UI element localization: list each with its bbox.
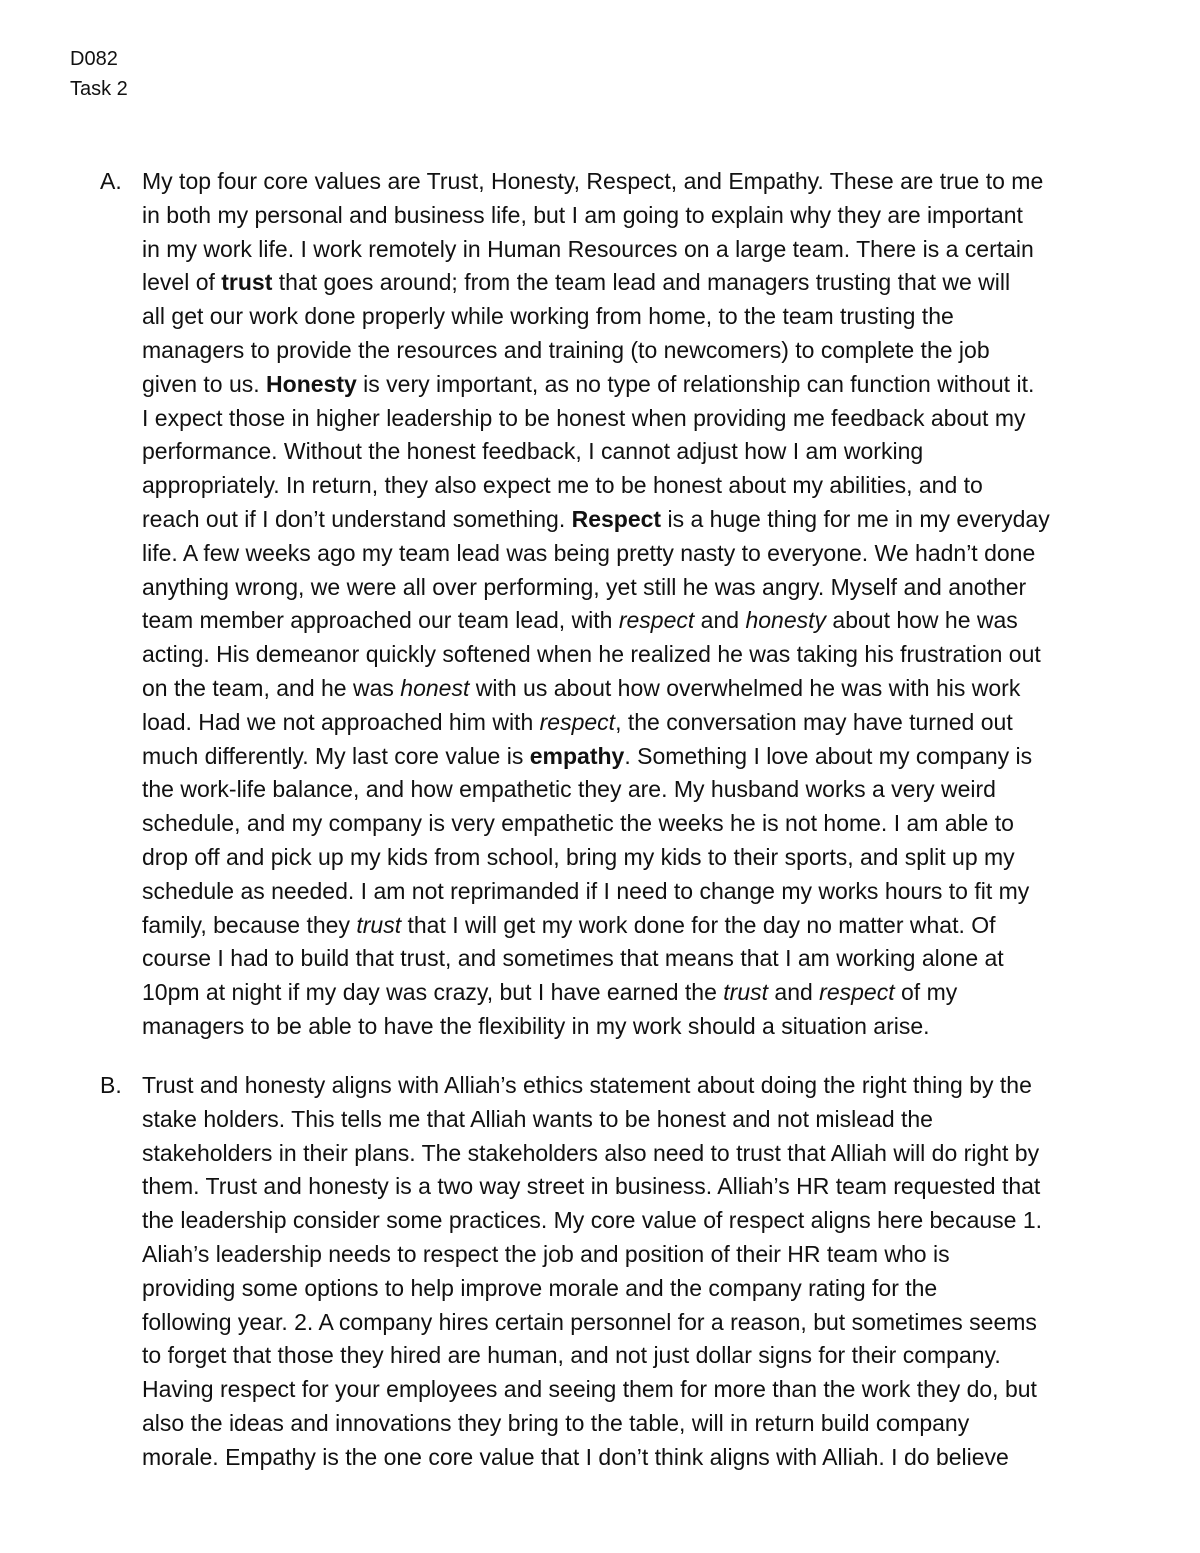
text-line: appropriately. In return, they also expect me to be honest about my abilities, and to [142, 472, 983, 499]
text-line: following year. 2. A company hires certain personnel for a reason, but sometimes seems [142, 1308, 1037, 1335]
text-line: stakeholders in their plans. The stakeholders also need to trust that Alliah will do right by [142, 1139, 1040, 1166]
text-line: acting. His demeanor quickly softened when he realized he was taking his frustration out [142, 641, 1041, 668]
text-line: reach out if I don’t understand something. Respect is a huge thing for me in my everyday [142, 505, 1050, 532]
text-line: managers to provide the resources and training (to newcomers) to complete the job [142, 336, 990, 363]
section-b [100, 1069, 1140, 1475]
text-line: much differently. My last core value is empathy. Something I love about my company is [142, 742, 1033, 769]
bold-term: Honesty [266, 370, 357, 397]
section-body [142, 165, 1140, 1044]
text-line: in both my personal and business life, but I am going to explain why they are important [142, 201, 1023, 228]
text-line: on the team, and he was honest with us about how overwhelmed he was with his work [142, 674, 1021, 701]
text-line: managers to be able to have the flexibility in my work should a situation arise. [142, 1012, 930, 1039]
text-line: given to us. Honesty is very important, as no type of relationship can function without it. [142, 370, 1035, 397]
italic-term: trust [356, 911, 402, 938]
italic-term: respect [539, 708, 616, 735]
section-a [100, 165, 1140, 1044]
italic-term: honest [400, 674, 470, 701]
text-line: all get our work done properly while working from home, to the team trusting the [142, 303, 954, 330]
section-body [142, 1069, 1140, 1475]
bold-term: empathy [529, 742, 625, 769]
text-line: schedule, and my company is very empathetic the weeks he is not home. I am able to [142, 810, 1014, 837]
text-line: also the ideas and innovations they bring to the table, will in return build company [142, 1409, 970, 1436]
text-line: in my work life. I work remotely in Human Resources on a large team. There is a certain [142, 235, 1034, 262]
text-line: morale. Empathy is the one core value that I don’t think aligns with Alliah. I do believe [142, 1443, 1009, 1470]
text-line: 10pm at night if my day was crazy, but I have earned the trust and respect of my [142, 979, 958, 1006]
text-line: load. Had we not approached him with respect, the conversation may have turned out [142, 708, 1013, 735]
section-marker: A. [100, 168, 122, 194]
bold-term: Respect [571, 505, 662, 532]
section-marker: B. [100, 1072, 122, 1098]
italic-term: honesty [745, 607, 827, 634]
text-line: providing some options to help improve morale and the company rating for the [142, 1274, 938, 1301]
text-line: them. Trust and honesty is a two way street in business. Alliah’s HR team requested that [142, 1173, 1041, 1200]
bold-term: trust [221, 269, 273, 296]
italic-term: respect [618, 607, 695, 634]
document-header [70, 44, 128, 104]
text-line: the leadership consider some practices. My core value of respect aligns here because 1. [142, 1207, 1043, 1234]
text-line: stake holders. This tells me that Alliah wants to be honest and not mislead the [142, 1105, 933, 1132]
text-line: Having respect for your employees and seeing them for more than the work they do, but [142, 1376, 1037, 1403]
text-line: to forget that those they hired are human, and not just dollar signs for their company. [142, 1342, 1001, 1369]
text-line: My top four core values are Trust, Honesty, Respect, and Empathy. These are true to me [142, 168, 1044, 194]
text-line: drop off and pick up my kids from school, bring my kids to their sports, and split up my [142, 843, 1015, 870]
text-line: course I had to build that trust, and sometimes that means that I am working alone at [142, 945, 1004, 972]
text-line: Trust and honesty aligns with Alliah’s ethics statement about doing the right thing by the [142, 1072, 1032, 1098]
italic-term: respect [819, 979, 895, 1006]
text-line: performance. Without the honest feedback, I cannot adjust how I am working [142, 438, 924, 465]
text-line: schedule as needed. I am not reprimanded if I need to change my works hours to fit my [142, 877, 1030, 904]
italic-term: trust [723, 979, 769, 1006]
task-label: Task 2 [70, 78, 128, 100]
text-line: the work-life balance, and how empathetic they are. My husband works a very weird [142, 776, 996, 803]
text-line: team member approached our team lead, with respect and honesty about how he was [142, 607, 1018, 634]
text-line: anything wrong, we were all over performing, yet still he was angry. Myself and another [142, 573, 1027, 600]
text-line: level of trust that goes around; from the team lead and managers trusting that we will [142, 269, 1011, 296]
text-line: family, because they trust that I will get my work done for the day no matter what. Of [142, 911, 996, 938]
text-line: Aliah’s leadership needs to respect the job and position of their HR team who is [142, 1240, 950, 1267]
course-code: D082 [70, 48, 118, 70]
text-line: I expect those in higher leadership to be honest when providing me feedback about my [142, 404, 1026, 431]
text-line: life. A few weeks ago my team lead was being pretty nasty to everyone. We hadn’t done [142, 539, 1036, 566]
